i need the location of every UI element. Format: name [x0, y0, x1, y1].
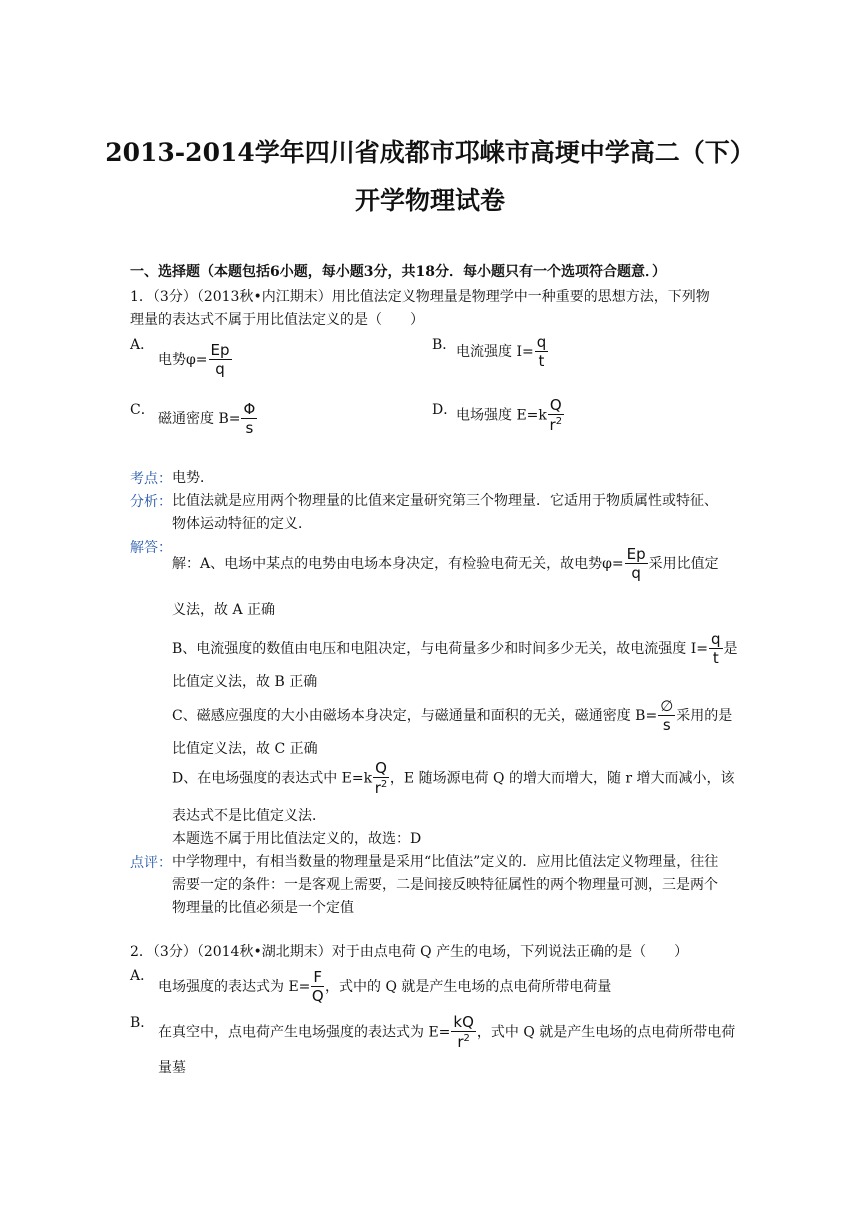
- fraction-numerator: q: [536, 333, 547, 351]
- page-title: 2013-2014学年四川省成都市邛崃市高埂中学高二（下）: [105, 138, 755, 167]
- dianping-line2: 需要一定的条件：一是客观上需要，二是间接反映特征属性的两个物理量可测，三是两个: [172, 877, 718, 893]
- fraction-denominator-base: r: [549, 416, 556, 434]
- fraction-denominator: s: [662, 716, 671, 734]
- solution-b-text: B、电流强度的数值由电压和电阻决定，与电荷量多少和时间多少无关，故电流强度 I=: [172, 641, 708, 657]
- q1-option-c-fraction: [241, 402, 257, 436]
- fraction-denominator: t: [712, 649, 719, 667]
- solution-b-fraction: [709, 632, 723, 666]
- solution-d-text-end: ，E 随场源电荷 Q 的增大而增大，随 r 增大而减小，该: [389, 770, 735, 787]
- solution-d-fraction: [373, 761, 389, 796]
- solution-b: [172, 632, 738, 666]
- fraction-exponent: 2: [380, 779, 388, 790]
- q2-option-a-fraction: [311, 970, 324, 1004]
- fraction-exponent: 2: [463, 1033, 470, 1044]
- q1-option-b-letter: B．: [432, 337, 457, 353]
- dianping-line3: 物理量的比值必须是一个定值: [172, 900, 354, 916]
- fraction-denominator-base: r: [374, 779, 381, 797]
- solution-c-fraction: [658, 699, 675, 733]
- kaodian-text: 电势．: [172, 470, 214, 486]
- solution-a-fraction: [625, 547, 648, 581]
- q1-option-c-label: 磁通密度 B=: [158, 411, 241, 427]
- fraction-numerator: F: [313, 968, 323, 986]
- fraction-denominator-base: r: [457, 1033, 464, 1051]
- q1-option-c-letter: C．: [130, 402, 155, 418]
- q2-option-a-text: 电场强度的表达式为 E=: [158, 979, 311, 995]
- section-heading: 一、选择题（本题包括6小题，每小题3分，共18分．每小题只有一个选项符合题意．）: [130, 264, 666, 280]
- q1-option-a-label: 电势φ=: [158, 352, 208, 368]
- fraction-numerator: Q: [549, 396, 562, 414]
- solution-c: [172, 699, 732, 733]
- fraction-numerator: Ep: [210, 341, 230, 359]
- q2-option-b-text-end: ，式中 Q 就是产生电场的点电荷所带电荷: [476, 1024, 736, 1041]
- jieda-label: 解答：: [130, 540, 172, 556]
- fenxi-line1: 比值法就是应用两个物理量的比值来定量研究第三个物理量．它适用于物质属性或特征、: [172, 493, 718, 509]
- fraction-exponent: 2: [555, 416, 563, 427]
- dianping-line1: 中学物理中，有相当数量的物理量是采用“比值法”定义的．应用比值法定义物理量，往往: [172, 854, 719, 870]
- fraction-denominator: [457, 1032, 470, 1050]
- q1-option-a: [158, 343, 233, 377]
- fraction-denominator: t: [538, 352, 545, 370]
- fraction-denominator: [550, 415, 563, 433]
- q2-option-a: [158, 970, 611, 1004]
- q1-option-d: [456, 398, 565, 433]
- fraction-denominator: q: [215, 360, 225, 378]
- fraction-denominator: q: [631, 564, 641, 582]
- q2-option-b-fraction: [451, 1015, 476, 1050]
- fraction-numerator: Q: [375, 759, 387, 777]
- q2-option-a-text-end: ，式中的 Q 就是产生电场的点电荷所带电荷量: [325, 979, 612, 995]
- fenxi-line2: 物体运动特征的定义．: [172, 516, 312, 532]
- q2-option-b-line2: 量墓: [158, 1060, 186, 1076]
- fenxi-label: 分析：: [130, 494, 172, 510]
- q2-option-b: [158, 1015, 735, 1050]
- fraction-numerator: Ep: [626, 545, 646, 563]
- q1-stem-line2: 理量的表达式不属于用比值法定义的是（ ）: [130, 312, 424, 328]
- solution-a-text-end: 采用比值定: [648, 556, 719, 572]
- q1-option-d-letter: D．: [432, 402, 458, 418]
- fraction-numerator: ∅: [660, 697, 674, 715]
- q2-option-b-text: 在真空中，点电荷产生电场强度的表达式为 E=: [158, 1024, 451, 1041]
- fraction-denominator: [375, 778, 388, 796]
- q1-option-a-letter: A．: [130, 337, 155, 353]
- q1-option-b-fraction: [535, 335, 549, 369]
- solution-a: [172, 547, 719, 581]
- solution-a-text: 解：A、电场中某点的电势由电场本身决定，有检验电荷无关，故电势φ=: [172, 556, 624, 572]
- q2-option-b-letter: B．: [130, 1015, 155, 1031]
- solution-c-line2: 比值定义法，故 C 正确: [172, 741, 318, 757]
- solution-b-text-end: 是: [723, 641, 738, 657]
- q1-option-d-fraction: [548, 398, 564, 433]
- solution-d: [172, 761, 735, 796]
- solution-c-text-end: 采用的是: [676, 708, 733, 724]
- q1-stem-line1: 1．（3分）（2013秋•内江期末）用比值法定义物理量是物理学中一种重要的思想方法，下列物: [130, 289, 710, 305]
- solution-final: 本题选不属于用比值法定义的，故选：D: [172, 831, 422, 847]
- q1-option-d-label: 电场强度 E=k: [456, 407, 547, 424]
- q1-option-c: [158, 402, 258, 436]
- dianping-label: 点评：: [130, 855, 172, 871]
- solution-d-text: D、在电场强度的表达式中 E=k: [172, 770, 373, 787]
- fraction-denominator: Q: [311, 987, 324, 1005]
- solution-d-line2: 表达式不是比值定义法．: [172, 808, 326, 824]
- page-subtitle: 开学物理试卷: [354, 186, 505, 215]
- q1-option-a-fraction: [209, 343, 232, 377]
- q2-stem: 2．（3分）（2014秋•湖北期末）对于由点电荷 Q 产生的电场，下列说法正确的是（ ）: [130, 944, 689, 960]
- fraction-numerator: kQ: [453, 1013, 474, 1031]
- solution-c-text: C、磁感应强度的大小由磁场本身决定，与磁通量和面积的无关，磁通密度 B=: [172, 708, 658, 724]
- fraction-numerator: q: [711, 630, 721, 648]
- solution-a-line2: 义法，故 A 正确: [172, 602, 276, 618]
- q2-option-a-letter: A．: [130, 968, 155, 984]
- fraction-numerator: Φ: [243, 400, 256, 418]
- q1-option-b-label: 电流强度 I=: [456, 344, 534, 360]
- q1-option-b: [456, 335, 549, 369]
- fraction-denominator: s: [245, 419, 254, 437]
- kaodian-label: 考点：: [130, 471, 172, 487]
- solution-b-line2: 比值定义法，故 B 正确: [172, 674, 318, 690]
